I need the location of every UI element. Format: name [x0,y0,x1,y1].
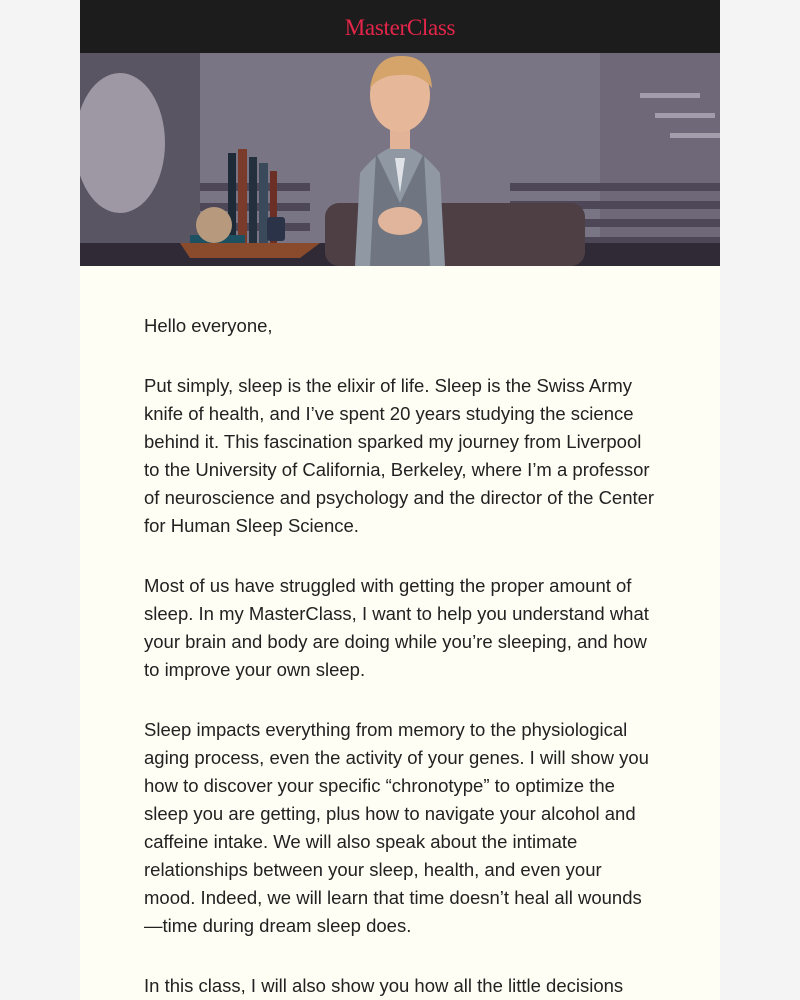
email-body [80,266,720,1000]
body-paragraph: In this class, I will also show you how all the little decisions [144,975,624,996]
hero-image[interactable] [80,53,720,266]
body-paragraph: Sleep impacts everything from memory to the physiological aging process, even the activity of your genes. I will show you how to discover your specific “chronotype” to optimize the sleep you are getting, plus how to navigate your alcohol and caffeine intake. We will also speak about the intimate relationships between your sleep, health, and even your mood. Indeed, we will learn that time doesn’t heal all wounds—time during dream sleep does. [144,719,649,936]
greeting-text: Hello everyone, [144,315,273,336]
body-paragraph: Put simply, sleep is the elixir of life. Sleep is the Swiss Army knife of health, and I’ve spent 20 years studying the science behind it. This fascination sparked my journey from Liverpool to the University of California, Berkeley, where I’m a professor of neuroscience and psychology and the director of the Center for Human Sleep Science. [144,375,655,536]
body-paragraph: Most of us have struggled with getting the proper amount of sleep. In my MasterClass, I want to help you understand what your brain and body are doing while you’re sleeping, and how to improve your own sleep. [144,575,649,680]
header-bar [80,0,720,53]
instructor-portrait-image [80,53,720,266]
email-container [80,0,720,1000]
masterclass-logo[interactable]: MasterClass [344,14,456,40]
